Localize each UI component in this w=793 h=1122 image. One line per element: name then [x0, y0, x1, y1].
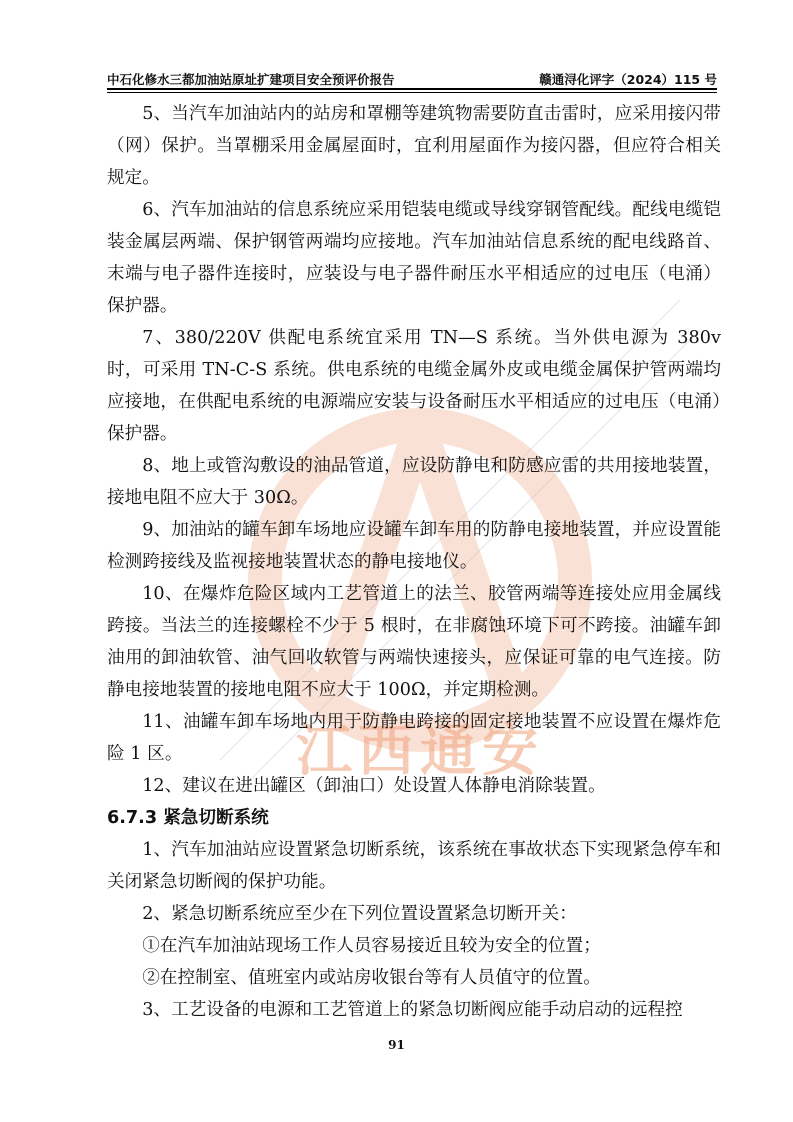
emergency-item-3: 3、工艺设备的电源和工艺管道上的紧急切断阀应能手动启动的远程控 — [142, 1000, 683, 1020]
paragraph-8: 8、地上或管沟敷设的油品管道，应设防静电和防感应雷的共用接地装置，接地电阻不应大于 30Ω。 — [107, 456, 721, 508]
page-header — [107, 68, 717, 88]
header-rule — [107, 88, 717, 90]
emergency-subitem-1: ①在汽车加油站现场工作人员容易接近且较为安全的位置； — [142, 936, 601, 956]
paragraph-9: 9、加油站的罐车卸车场地应设罐车卸车用的防静电接地装置，并应设置能检测跨接线及监视接地装置状态的静电接地仪。 — [107, 520, 721, 572]
page-body — [107, 98, 721, 1026]
watermark-text: 江西通安 — [296, 719, 544, 784]
emergency-item-1: 1、汽车加油站应设置紧急切断系统，该系统在事故状态下实现紧急停车和关闭紧急切断阀的保护功能。 — [107, 840, 721, 892]
report-title: 中石化修水三都加油站原址扩建项目安全预评价报告 — [107, 72, 395, 87]
paragraph-5: 5、当汽车加油站内的站房和罩棚等建筑物需要防直击雷时，应采用接闪带（网）保护。当罩棚采用金属屋面时，宜利用屋面作为接闪器，但应符合相关规定。 — [107, 104, 721, 188]
header-rule-thin — [107, 92, 717, 93]
section-heading: 6.7.3 紧急切断系统 — [107, 808, 269, 828]
paragraph-7: 7、380/220V 供配电系统宜采用 TN—S 系统。当外供电源为 380v 时，可采用 TN-C-S 系统。供电系统的电缆金属外皮或电缆金属保护管两端均应接地，在供配电系统的电源端应安装与设备耐压水平相适应的过电压（电涌）保护器。 — [107, 328, 721, 444]
paragraph-6: 6、汽车加油站的信息系统应采用铠装电缆或导线穿钢管配线。配线电缆铠装金属层两端、保护钢管两端均应接地。汽车加油站信息系统的配电线路首、末端与电子器件连接时，应装设与电子器件耐压水平相适应的过电压（电涌）保护器。 — [107, 200, 721, 316]
paragraph-12: 12、建议在进出罐区（卸油口）处设置人体静电消除装置。 — [142, 776, 606, 796]
page-number: 91 — [388, 1038, 405, 1052]
paragraph-11: 11、油罐车卸车场地内用于防静电跨接的固定接地装置不应设置在爆炸危险 1 区。 — [107, 712, 721, 764]
paragraph-10: 10、在爆炸危险区域内工艺管道上的法兰、胶管两端等连接处应用金属线跨接。当法兰的连接螺栓不少于 5 根时，在非腐蚀环境下可不跨接。油罐车卸油用的卸油软管、油气回收软管与两端快速接头，应保证可靠的电气连接。防静电接地装置的接地电阻不应大于 100Ω，并定期检测。 — [107, 584, 721, 700]
emergency-item-2: 2、紧急切断系统应至少在下列位置设置紧急切断开关： — [142, 904, 577, 924]
emergency-subitem-2: ②在控制室、值班室内或站房收银台等有人员值守的位置。 — [142, 968, 601, 988]
document-number: 赣通浔化评字（2024）115 号 — [539, 72, 717, 87]
